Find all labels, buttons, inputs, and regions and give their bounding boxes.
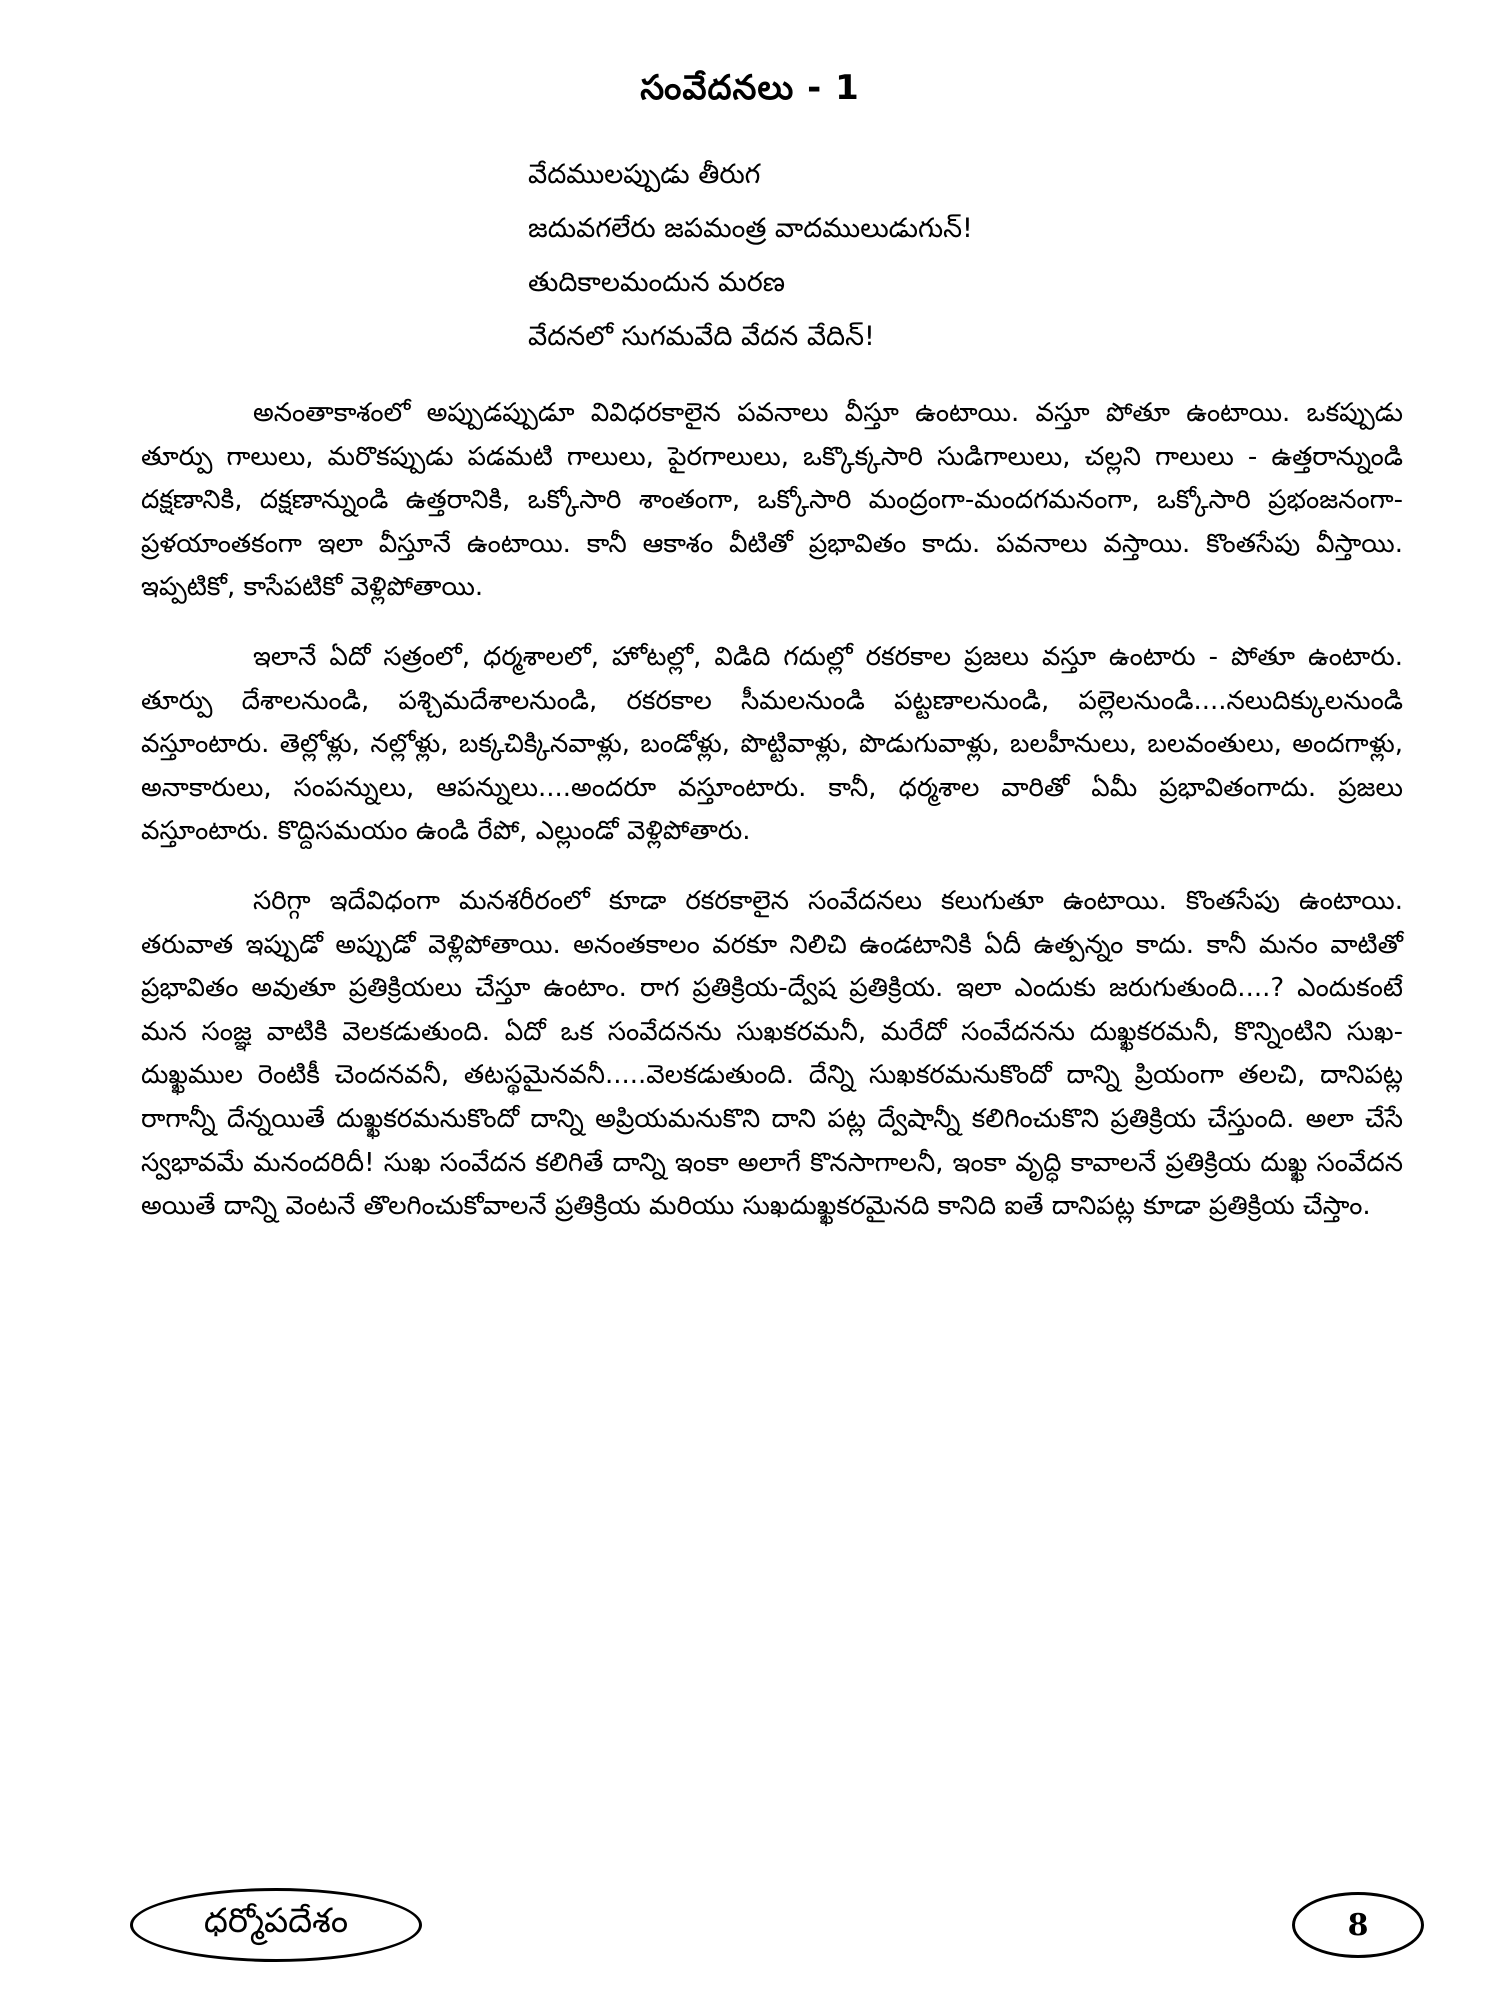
poem-block <box>528 148 1328 364</box>
body-text <box>141 392 1403 1255</box>
poem-line: తుదికాలమందున మరణ <box>528 267 786 298</box>
poem-line: వేదములప్పుడు తీరుగ <box>528 159 761 190</box>
page-title: సంవేదనలు - 1 <box>640 68 860 108</box>
paragraph: అనంతాకాశంలో అప్పుడప్పుడూ వివిధరకాలైన పవనాలు వీస్తూ ఉంటాయి. వస్తూ పోతూ ఉంటాయి. ఒకప్పుడు తూర్పు గాలులు, మరొకప్పుడు పడమటి గాలులు, పైరగాలులు, ఒక్కొక్కసారి సుడిగాలులు, చల్లని గాలులు - ఉత్తరాన్నుండి దక్షణానికి, దక్షణాన్నుండి ఉత్తరానికి, ఒక్కోసారి శాంతంగా, ఒక్కోసారి మంద్రంగా-మందగమనంగా, ఒక్కోసారి ప్రభంజనంగా-ప్రళయాంతకంగా ఇలా వీస్తూనే ఉంటాయి. కానీ ఆకాశం వీటితో ప్రభావితం కాదు. పవనాలు వస్తాయి. కొంతసేపు వీస్తాయి. ఇప్పటికో, కాసేపటికో వెళ్లిపోతాయి. <box>141 398 1403 603</box>
page-number: 8 <box>1347 1907 1369 1943</box>
poem-line: వేదనలో సుగమవేది వేదన వేదిన్! <box>528 321 875 352</box>
book-title: ధర్మోపదేశం <box>203 1901 349 1941</box>
paragraph: సరిగ్గా ఇదేవిధంగా మనశరీరంలో కూడా రకరకాలైన సంవేదనలు కలుగుతూ ఉంటాయి. కొంతసేపు ఉంటాయి. తరువాత ఇప్పుడో అప్పుడో వెళ్లిపోతాయి. అనంతకాలం వరకూ నిలిచి ఉండటానికి ఏదీ ఉత్పన్నం కాదు. కానీ మనం వాటితో ప్రభావితం అవుతూ ప్రతిక్రియలు చేస్తూ ఉంటాం. రాగ ప్రతిక్రియ-ద్వేష ప్రతిక్రియ. ఇలా ఎందుకు జరుగుతుంది....? ఎందుకంటే మన సంజ్ఞ వాటికి వెలకడుతుంది. ఏదో ఒక సంవేదనను సుఖకరమనీ, మరేదో సంవేదనను దుఖ్ఖకరమనీ, కొన్నింటిని సుఖ-దుఖ్ఖముల రెంటికీ చెందనవనీ, తటస్థమైనవనీ.....వెలకడుతుంది. దేన్ని సుఖకరమనుకొందో దాన్ని ప్రియంగా తలచి, దానిపట్ల రాగాన్నీ దేన్నయితే దుఖ్ఖకరమనుకొందో దాన్ని అప్రియమనుకొని దాని పట్ల ద్వేషాన్నీ కలిగించుకొని ప్రతిక్రియ చేస్తుంది. అలా చేసే స్వభావమే మనందరిదీ! సుఖ సంవేదన కలిగితే దాన్ని ఇంకా అలాగే కొనసాగాలనీ, ఇంకా వృద్ధి కావాలనే ప్రతిక్రియ దుఖ్ఖ సంవేదన అయితే దాన్ని వెంటనే తొలగించుకోవాలనే ప్రతిక్రియ మరియు సుఖదుఖ్ఖకరమైనది కానిది ఐతే దానిపట్ల కూడా ప్రతిక్రియ చేస్తాం. <box>141 885 1403 1222</box>
book-title-oval <box>130 1888 422 1962</box>
page-number-oval <box>1292 1892 1424 1958</box>
paragraph: ఇలానే ఏదో సత్రంలో, ధర్మశాలలో, హోటల్లో, విడిది గదుల్లో రకరకాల ప్రజలు వస్తూ ఉంటారు - పోతూ ఉంటారు. తూర్పు దేశాలనుండి, పశ్చిమదేశాలనుండి, రకరకాల సీమలనుండి పట్టణాలనుండి, పల్లెలనుండి....నలుదిక్కులనుండి వస్తూంటారు. తెల్లోళ్లు, నల్లోళ్లు, బక్కచిక్కినవాళ్లు, బండోళ్లు, పొట్టివాళ్లు, పొడుగువాళ్లు, బలహీనులు, బలవంతులు, అందగాళ్లు, అనాకారులు, సంపన్నులు, ఆపన్నులు....అందరూ వస్తూంటారు. కానీ, ధర్మశాల వారితో ఏమీ ప్రభావితంగాదు. ప్రజలు వస్తూంటారు. కొద్దిసమయం ఉండి రేపో, ఎల్లుండో వెళ్లిపోతారు. <box>141 641 1403 847</box>
poem-line: జదువగలేరు జపమంత్ర వాదములుడుగున్! <box>528 213 973 244</box>
